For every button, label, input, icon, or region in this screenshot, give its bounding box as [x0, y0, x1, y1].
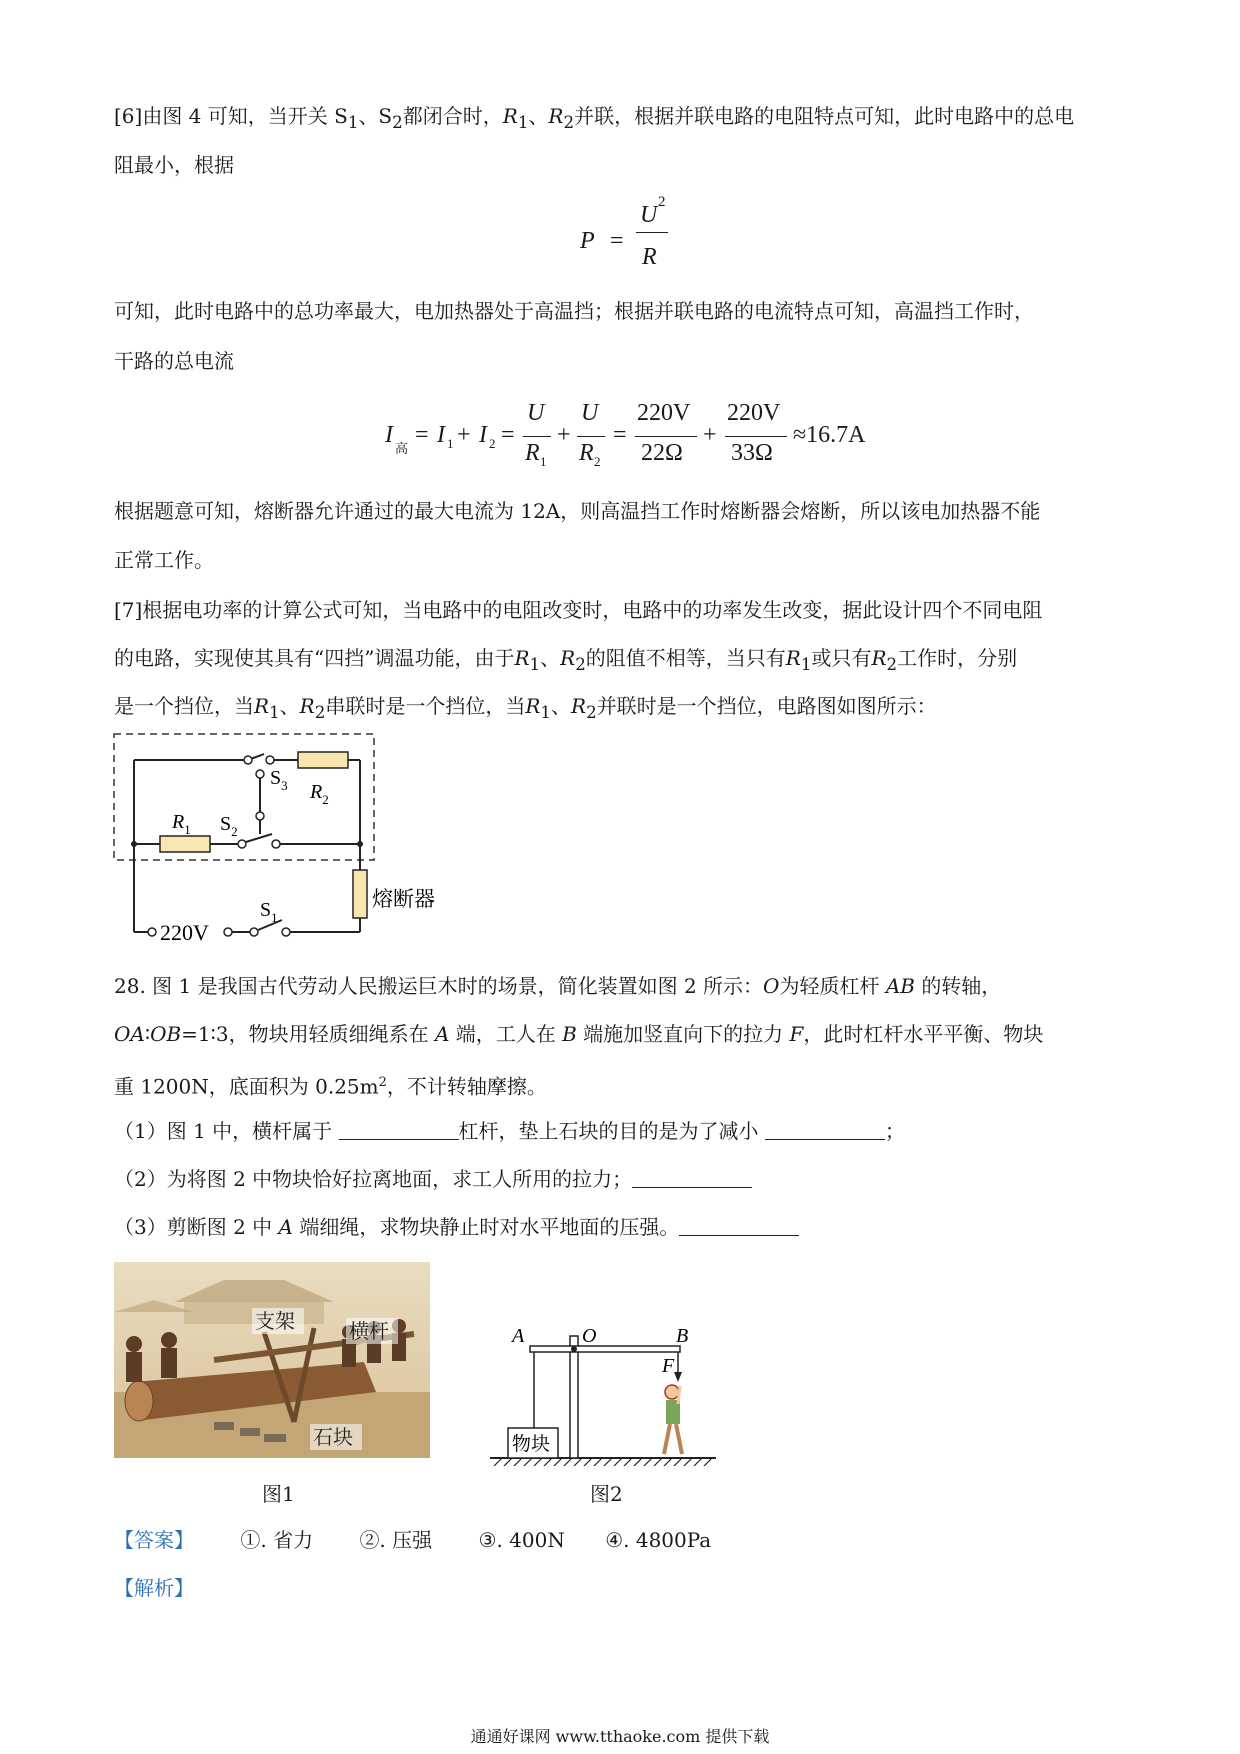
pivot-o	[571, 1346, 577, 1352]
blank-2[interactable]	[765, 1119, 885, 1140]
q28-sub3: （3）剪断图 2 中 A 端细绳，求物块静止时对水平地面的压强。	[114, 1213, 799, 1241]
p6-line2: 阻最小，根据	[114, 153, 234, 177]
p7-line3: 是一个挡位，当$R_1$、$R_2$串联时是一个挡位，当$R_1$、$R_2$并联时是一个挡位，电路图如图所示：	[114, 694, 937, 722]
p6-line1: [6]由图 4 可知，当开关 $S_1$、$S_2$都闭合时，$R_1$、$R_2$并联，根据并联电路的电阻特点可知，此时电路中的总电	[114, 104, 1075, 132]
label-r2: $R_2$	[310, 781, 329, 807]
answer-line	[114, 1526, 711, 1554]
label-henggan: 横杆	[349, 1321, 389, 1343]
switch-s1-blade	[258, 920, 282, 930]
label-b: B	[676, 1326, 689, 1347]
answer-4: ④. 4800Pa	[605, 1528, 712, 1552]
resistor-r2	[298, 752, 348, 768]
answer-3: ③. 400N	[478, 1528, 565, 1552]
footer-watermark: 通通好课网 www.tthaoke.com 提供下载	[470, 1727, 770, 1746]
current-equation: I 高 = I 1 + I 2 = U R 1 + U R 2 = 220V 22Ω + 220V 33Ω ≈16.7A	[385, 400, 866, 469]
q28-line3: 重 1200N，底面积为 $0.25m^2$，不计转轴摩擦。	[114, 1074, 547, 1099]
label-r1: $R_1$	[172, 811, 191, 837]
fuse	[353, 870, 367, 918]
label-a: A	[512, 1326, 525, 1347]
p6-line3: 可知，此时电路中的总功率最大，电加热器处于高温挡；根据并联电路的电流特点可知，高温挡工作时，	[114, 299, 1034, 323]
label-fuse: 熔断器	[372, 887, 435, 911]
figure2-caption: 图2	[590, 1482, 623, 1506]
answer-tag: 【答案】	[114, 1528, 194, 1552]
analysis-tag: 【解析】	[114, 1576, 194, 1600]
label-shikuai: 石块	[313, 1427, 353, 1449]
circuit-diagram	[110, 730, 470, 950]
lever-ab	[530, 1346, 680, 1352]
blank-4[interactable]	[679, 1215, 799, 1236]
q28-line1: 28. 图 1 是我国古代劳动人民搬运巨木时的场景，简化装置如图 2 所示：O为轻质杠杆 AB 的转轴，	[114, 974, 1002, 998]
blank-1[interactable]	[339, 1119, 459, 1140]
label-f: F	[662, 1355, 675, 1377]
p6-line5: 根据题意可知，熔断器允许通过的最大电流为 12A，则高温挡工作时熔断器会熔断，所以该电加热器不能	[114, 499, 1041, 523]
resistor-r1	[160, 836, 210, 852]
label-zhijia: 支架	[255, 1311, 295, 1333]
figure2-lever-diagram	[486, 1326, 726, 1466]
label-block: 物块	[512, 1434, 551, 1455]
p6-line6: 正常工作。	[114, 548, 214, 572]
p6-line4: 干路的总电流	[114, 349, 234, 373]
label-s3: $S_3$	[270, 767, 288, 793]
figure1-caption: 图1	[262, 1482, 295, 1506]
p7-line1: [7]根据电功率的计算公式可知，当电路中的电阻改变时，电路中的功率发生改变，据此设计四个不同电阻	[114, 598, 1043, 622]
label-voltage: 220V	[160, 920, 209, 945]
label-s2: $S_2$	[220, 813, 238, 839]
q28-line2: OA∶OB=1∶3，物块用轻质细绳系在 A 端，工人在 B 端施加竖直向下的拉力 F，此时杠杆水平平衡、物块	[114, 1022, 1044, 1046]
answer-2: ②. 压强	[359, 1528, 433, 1552]
label-o: O	[582, 1326, 597, 1347]
p7-line2: 的电路，实现使其具有“四挡”调温功能，由于$R_1$、$R_2$的阻值不相等，当只有$R_1$或只有$R_2$工作时，分别	[114, 646, 1018, 674]
figure1-illustration	[114, 1262, 430, 1458]
q28-sub2: （2）为将图 2 中物块恰好拉离地面，求工人所用的拉力；	[114, 1165, 752, 1193]
support-post	[570, 1336, 578, 1458]
blank-3[interactable]	[632, 1167, 752, 1188]
label-s1: $S_1$	[260, 899, 278, 925]
answer-1: ①. 省力	[240, 1528, 314, 1552]
switch-s2-blade	[246, 834, 272, 842]
q28-sub1: （1）图 1 中，横杆属于 杠杆，垫上石块的目的是为了减小 ；	[114, 1119, 905, 1143]
